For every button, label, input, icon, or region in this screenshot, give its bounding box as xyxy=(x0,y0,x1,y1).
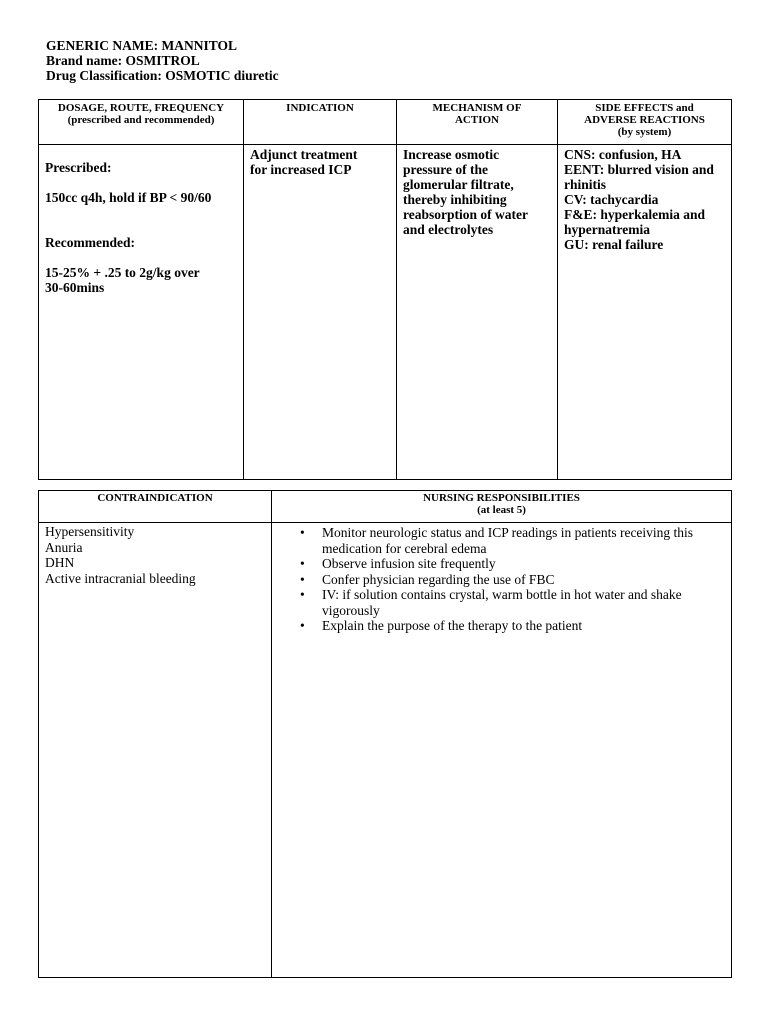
side-effects-cell xyxy=(558,145,732,480)
dosage-header-title: DOSAGE, ROUTE, FREQUENCY xyxy=(57,102,225,114)
drug-info-body-row xyxy=(39,145,732,480)
drug-header xyxy=(46,38,279,83)
drug-info-table xyxy=(38,99,732,480)
side-effect-item: CNS: confusion, HA xyxy=(564,147,682,162)
indication-text: Adjunct treatment for increased ICP xyxy=(250,147,358,177)
contraindication-item: Active intracranial bleeding xyxy=(45,570,196,586)
side-effect-item: GU: renal failure xyxy=(564,237,664,252)
contraindication-header xyxy=(39,491,272,523)
contraindication-item: Hypersensitivity xyxy=(45,524,135,539)
nursing-header xyxy=(272,491,732,523)
mechanism-header xyxy=(397,100,558,145)
contra-nursing-header-row xyxy=(39,491,732,523)
nursing-item: • Monitor neurologic status and ICP readings in patients receiving this medication for cerebral edema xyxy=(322,525,723,556)
nursing-item: • Observe infusion site frequently xyxy=(322,556,723,572)
indication-header-title: INDICATION xyxy=(286,102,354,114)
generic-name: GENERIC NAME: MANNITOL xyxy=(46,38,238,53)
indication-header xyxy=(244,100,397,145)
prescribed-value: 150cc q4h, hold if BP < 90/60 xyxy=(45,190,212,205)
drug-info-header-row xyxy=(39,100,732,145)
dosage-header-subtitle: (prescribed and recommended) xyxy=(67,114,215,126)
side-effect-item: EENT: blurred vision and rhinitis xyxy=(564,162,714,192)
dosage-header xyxy=(39,100,244,145)
side-effects-header-line2: ADVERSE REACTIONS xyxy=(584,114,705,126)
dosage-cell xyxy=(39,145,244,480)
nursing-item: • IV: if solution contains crystal, warm bottle in hot water and shake vigorously xyxy=(322,587,723,618)
side-effect-item: CV: tachycardia xyxy=(564,192,659,207)
drug-classification: Drug Classification: OSMOTIC diuretic xyxy=(46,68,279,83)
contraindication-cell xyxy=(39,523,272,978)
brand-name: Brand name: OSMITROL xyxy=(46,53,200,68)
side-effects-header-line3: (by system) xyxy=(617,126,672,138)
side-effects-header xyxy=(558,100,732,145)
nursing-header-title: NURSING RESPONSIBILITIES xyxy=(423,492,580,504)
side-effects-list xyxy=(558,145,729,252)
contraindication-item: DHN xyxy=(45,555,75,570)
side-effect-item: F&E: hyperkalemia and hypernatremia xyxy=(564,207,706,237)
contra-nursing-body-row xyxy=(39,523,732,978)
recommended-label: Recommended: xyxy=(45,235,135,250)
mechanism-text: Increase osmotic pressure of the glomerular filtrate, thereby inhibiting reabsorption of water and electrolytes xyxy=(403,147,528,237)
contra-nursing-table xyxy=(38,490,732,978)
nursing-cell xyxy=(272,523,732,978)
nursing-item: • Confer physician regarding the use of FBC xyxy=(322,572,723,588)
recommended-value: 15-25% + .25 to 2g/kg over 30-60mins xyxy=(45,265,200,295)
nursing-header-subtitle: (at least 5) xyxy=(477,504,526,516)
nursing-item: • Explain the purpose of the therapy to the patient xyxy=(322,618,723,634)
prescribed-label: Prescribed: xyxy=(45,160,112,175)
contraindication-item: Anuria xyxy=(45,539,83,555)
indication-cell xyxy=(244,145,397,480)
nursing-list xyxy=(272,523,731,634)
mechanism-header-title: MECHANISM OF ACTION xyxy=(432,102,522,126)
side-effects-header-line1: SIDE EFFECTS and xyxy=(595,102,694,114)
mechanism-cell xyxy=(397,145,558,480)
contraindication-header-title: CONTRAINDICATION xyxy=(97,492,213,504)
